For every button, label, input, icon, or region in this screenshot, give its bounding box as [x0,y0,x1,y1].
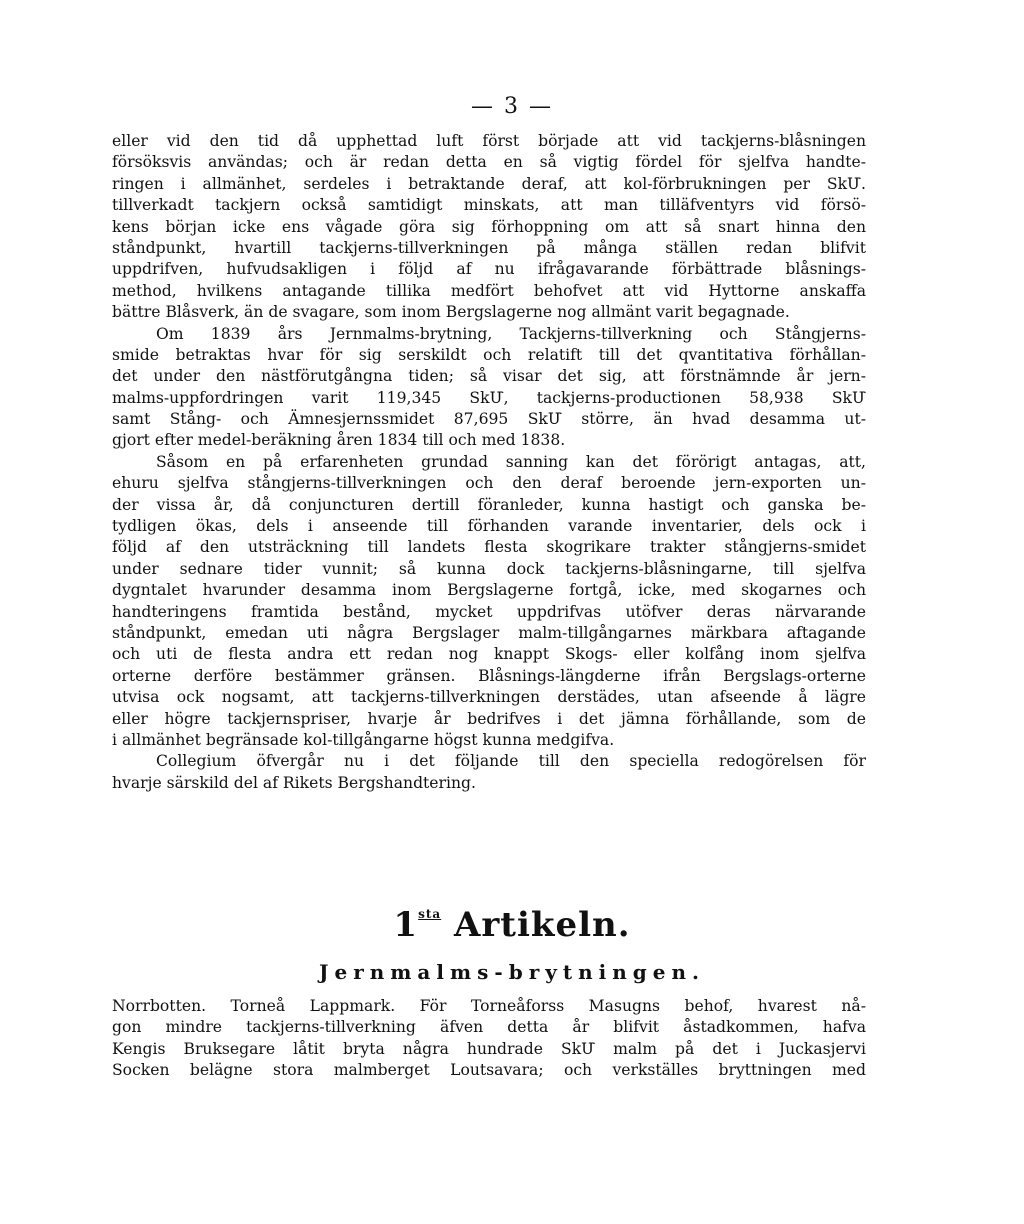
text-line: Collegium öfvergår nu i det följande till den speciella redogörelsen för [156,752,866,771]
text-line: uppdrifven, hufvudsakligen i följd af nu ifrågavarande förbättrade blåsnings- [112,260,866,279]
text-line: method, hvilkens antagande tillika medfört behofvet att vid Hyttorne anskaffa [112,281,866,300]
article-title: Artikeln. [454,905,631,945]
text-line: hvarje särskild del af Rikets Bergshandtering. [112,773,476,792]
text-line: under sednare tider vunnit; så kunna dock tackjerns-blåsningarne, till sjelfva [112,559,866,578]
text-line: ståndpunkt, hvartill tackjerns-tillverkningen på många ställen redan blifvit [112,238,866,257]
article-heading [0,905,1024,945]
text-line: malms-uppfordringen varit 119,345 SkՄ, tackjerns-productionen 58,938 SkՄ [112,388,866,407]
text-line: handteringens framtida bestånd, mycket uppdrifvas utöfver deras närvarande [112,602,866,621]
text-line: orterne derföre bestämmer gränsen. Blåsnings-längderne ifrån Bergslags-orterne [112,666,866,685]
text-line: tydligen ökas, dels i anseende till förhanden varande inventarier, dels ock i [112,517,866,536]
text-line: tillverkadt tackjern också samtidigt minskats, att man tilläfventyrs vid försö- [112,196,866,215]
text-line: ståndpunkt, emedan uti några Bergslager malm-tillgångarnes märkbara aftagande [112,623,866,642]
text-line: och uti de flesta andra ett redan nog knappt Skogs- eller kolfång inom sjelfva [112,645,866,664]
text-line: gjort efter medel-beräkning åren 1834 till och med 1838. [112,431,566,450]
article-ordinal-suffix: sta [418,907,442,921]
text-line: det under den nästförutgångna tiden; så visar det sig, att förstnämnde år jern- [112,367,866,386]
text-line: der vissa år, då conjuncturen dertill föranleder, kunna hastigt och ganska be- [112,495,866,514]
text-line: utvisa ock nogsamt, att tackjerns-tillverkningen derstädes, utan afseende å lägre [112,688,866,707]
text-line: samt Stång- och Ämnesjernssmidet 87,695 SkՄ större, än hvad desamma ut- [112,410,866,429]
section-line: Socken belägne stora malmberget Loutsavara; och verkställes bryttningen med [112,1061,866,1080]
section-subheading: Jernmalms-brytningen. [319,960,705,984]
text-line: i allmänhet begränsade kol-tillgångarne högst kunna medgifva. [112,730,615,749]
text-line: ehuru sjelfva stångjerns-tillverkningen och den deraf beroende jern-exporten un- [112,474,866,493]
section-line: Norrbotten. Torneå Lappmark. För Torneåforss Masugns behof, hvarest nå- [112,997,866,1015]
text-line: följd af den utsträckning till landets flesta skogrikare trakter stångjerns-smidet [112,538,866,557]
text-line: eller vid den tid då upphettad luft först började att vid tackjerns-blåsningen [112,132,866,150]
text-line: försöksvis användas; och är redan detta en så vigtig fördel för sjelfva handte- [112,153,866,172]
text-line: eller högre tackjernspriser, hvarje år bedrifves i det jämna förhållande, som de [112,709,866,728]
text-line: dygntalet hvarunder desamma inom Bergslagerne fortgå, icke, med skogarnes och [112,581,866,600]
text-line: Såsom en på erfarenheten grundad sanning kan det förörigt antagas, att, [156,452,866,471]
text-line: kens början icke ens vågade göra sig förhoppning om att så snart hinna den [112,217,866,236]
body-text [112,131,866,794]
text-line: bättre Blåsverk, än de svagare, som inom Bergslagerne nog allmänt varit begagnade. [112,303,790,322]
text-line: ringen i allmänhet, serdeles i betraktande deraf, att kol-förbrukningen per SkՄ. [112,174,866,193]
page-number: — 3 — [471,94,553,119]
article-number: 1 [393,905,419,945]
text-line: smide betraktas hvar för sig serskildt och relatift till det qvantitativa förhållan- [112,345,866,364]
text-line: Om 1839 års Jernmalms-brytning, Tackjerns-tillverkning och Stångjerns- [156,324,866,343]
section-text [112,996,866,1082]
section-line: Kengis Bruksegare låtit bryta några hundrade SkՄ malm på det i Juckasjervi [112,1039,866,1058]
section-line: gon mindre tackjerns-tillverkning äfven detta år blifvit åstadkommen, hafva [112,1018,866,1037]
